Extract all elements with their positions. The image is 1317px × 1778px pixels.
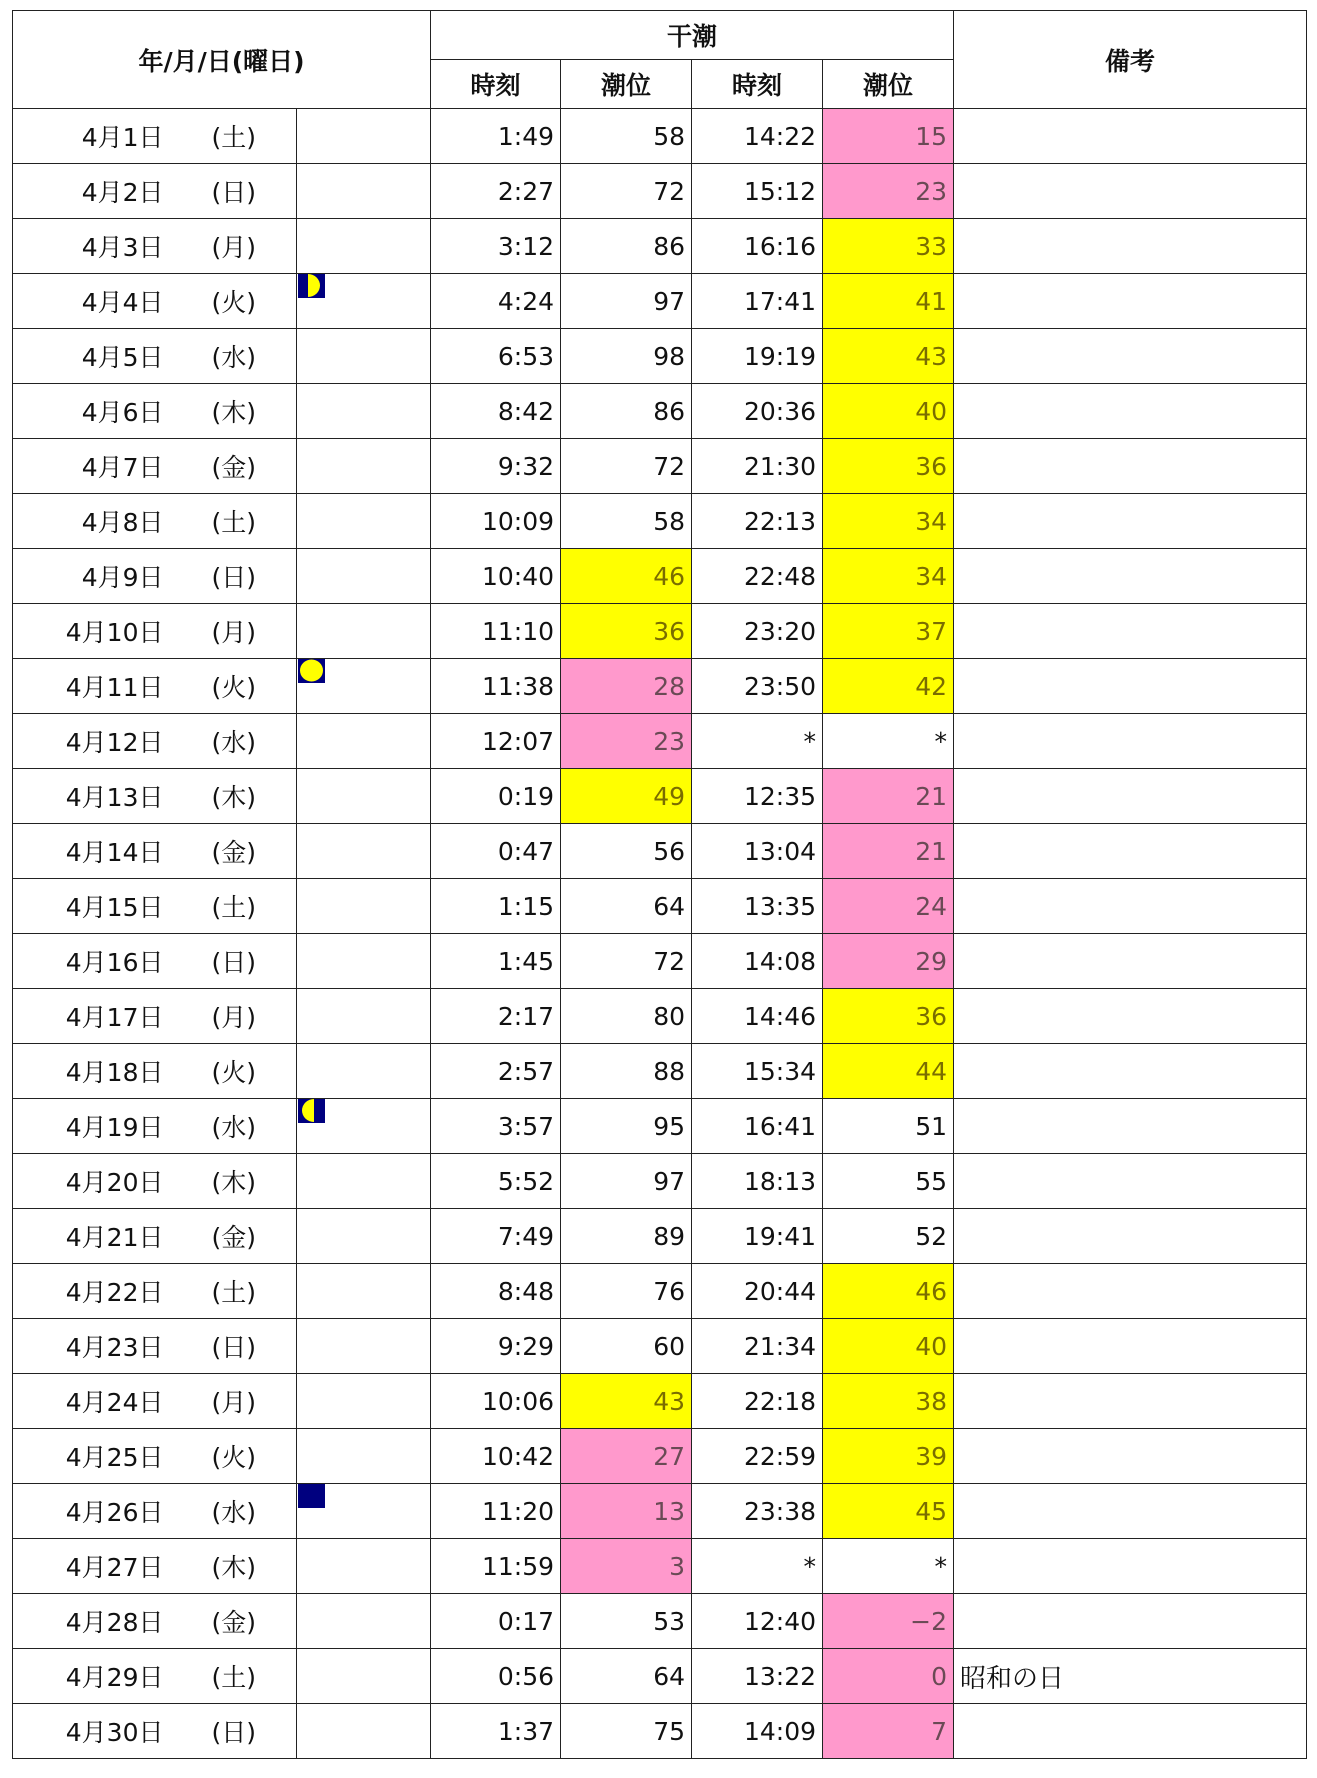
low-tide-time-1-cell: 2:17 — [431, 989, 561, 1044]
low-tide-group-header: 干潮 — [431, 11, 954, 60]
moon-phase-cell — [297, 219, 431, 274]
low-tide-level-1-cell: 76 — [561, 1264, 692, 1319]
notes-cell — [954, 934, 1307, 989]
table-row — [13, 1484, 1307, 1539]
table-row — [13, 1209, 1307, 1264]
date-cell: 4月4日 — [13, 274, 172, 329]
low-tide-time-1-cell: 4:24 — [431, 274, 561, 329]
table-row — [13, 1539, 1307, 1594]
low-tide-level-1-cell: 23 — [561, 714, 692, 769]
low-tide-level-2-cell: 0 — [823, 1649, 954, 1704]
weekday-cell: (土) — [172, 109, 297, 164]
low-tide-level-1-cell: 86 — [561, 384, 692, 439]
low-tide-level-1-cell: 88 — [561, 1044, 692, 1099]
low-tide-level-2-cell: 51 — [823, 1099, 954, 1154]
table-row — [13, 989, 1307, 1044]
weekday-cell: (日) — [172, 1704, 297, 1759]
table-row — [13, 604, 1307, 659]
date-cell: 4月2日 — [13, 164, 172, 219]
date-cell: 4月5日 — [13, 329, 172, 384]
moon-phase-cell — [297, 714, 431, 769]
first-quarter-moon-icon — [298, 274, 325, 299]
low-tide-level-1-cell: 86 — [561, 219, 692, 274]
notes-cell — [954, 1429, 1307, 1484]
weekday-cell: (水) — [172, 1099, 297, 1154]
weekday-cell: (土) — [172, 879, 297, 934]
low-tide-time-1-cell: 2:57 — [431, 1044, 561, 1099]
low-tide-time-1-cell: 10:40 — [431, 549, 561, 604]
low-tide-time-1-cell: 5:52 — [431, 1154, 561, 1209]
notes-cell — [954, 1044, 1307, 1099]
moon-phase-cell — [297, 1319, 431, 1374]
low-tide-level-1-cell: 64 — [561, 879, 692, 934]
table-body — [13, 109, 1307, 1759]
low-tide-time-1-cell: 12:07 — [431, 714, 561, 769]
weekday-cell: (水) — [172, 714, 297, 769]
low-tide-level-1-cell: 27 — [561, 1429, 692, 1484]
low-tide-level-1-cell: 60 — [561, 1319, 692, 1374]
low-tide-level-2-cell: −2 — [823, 1594, 954, 1649]
low-tide-time-2-cell: 23:20 — [692, 604, 823, 659]
notes-cell — [954, 1319, 1307, 1374]
low-tide-level-1-cell: 13 — [561, 1484, 692, 1539]
date-column-header: 年/月/日(曜日) — [13, 11, 431, 109]
date-cell: 4月9日 — [13, 549, 172, 604]
table-row — [13, 274, 1307, 329]
low-tide-time-1-cell: 1:45 — [431, 934, 561, 989]
low-tide-level-1-cell: 53 — [561, 1594, 692, 1649]
moon-phase-cell — [297, 1594, 431, 1649]
moon-phase-cell — [297, 1484, 431, 1539]
low-tide-level-2-cell: 41 — [823, 274, 954, 329]
table-row — [13, 549, 1307, 604]
notes-cell — [954, 1264, 1307, 1319]
low-tide-level-2-cell: 7 — [823, 1704, 954, 1759]
notes-cell — [954, 439, 1307, 494]
table-row — [13, 1704, 1307, 1759]
table-row — [13, 109, 1307, 164]
notes-cell — [954, 1099, 1307, 1154]
low-tide-level-2-cell: 33 — [823, 219, 954, 274]
low-tide-level-1-cell: 72 — [561, 439, 692, 494]
notes-cell — [954, 549, 1307, 604]
low-tide-time-2-cell: 20:36 — [692, 384, 823, 439]
low-tide-level-1-cell: 75 — [561, 1704, 692, 1759]
notes-cell — [954, 1594, 1307, 1649]
low-tide-time-1-cell: 1:49 — [431, 109, 561, 164]
low-tide-time-2-cell: 13:22 — [692, 1649, 823, 1704]
low-tide-level-1-cell: 72 — [561, 934, 692, 989]
low-tide-time-2-cell: 12:35 — [692, 769, 823, 824]
low-tide-time-1-cell: 10:06 — [431, 1374, 561, 1429]
notes-cell — [954, 879, 1307, 934]
low-tide-time-2-cell: 21:30 — [692, 439, 823, 494]
low-tide-time-2-cell: 23:38 — [692, 1484, 823, 1539]
weekday-cell: (木) — [172, 1154, 297, 1209]
weekday-cell: (木) — [172, 384, 297, 439]
date-cell: 4月14日 — [13, 824, 172, 879]
weekday-cell: (火) — [172, 1429, 297, 1484]
low-tide-level-2-cell: 39 — [823, 1429, 954, 1484]
moon-phase-cell — [297, 1099, 431, 1154]
notes-cell — [954, 659, 1307, 714]
date-cell: 4月3日 — [13, 219, 172, 274]
weekday-cell: (月) — [172, 219, 297, 274]
weekday-cell: (月) — [172, 604, 297, 659]
notes-cell — [954, 824, 1307, 879]
low-tide-level-2-cell: 44 — [823, 1044, 954, 1099]
low-tide-time-1-cell: 10:09 — [431, 494, 561, 549]
date-cell: 4月20日 — [13, 1154, 172, 1209]
date-cell: 4月23日 — [13, 1319, 172, 1374]
table-row — [13, 439, 1307, 494]
low-tide-time-2-cell: 14:09 — [692, 1704, 823, 1759]
moon-phase-cell — [297, 274, 431, 329]
low-tide-time-1-cell: 11:59 — [431, 1539, 561, 1594]
notes-cell — [954, 989, 1307, 1044]
low-tide-level-2-cell: * — [823, 714, 954, 769]
notes-cell — [954, 769, 1307, 824]
date-cell: 4月17日 — [13, 989, 172, 1044]
low-tide-level-2-cell: 21 — [823, 769, 954, 824]
weekday-cell: (金) — [172, 1209, 297, 1264]
notes-cell — [954, 384, 1307, 439]
table-row — [13, 164, 1307, 219]
low-tide-level-2-cell: 36 — [823, 989, 954, 1044]
low-tide-time-2-cell: 23:50 — [692, 659, 823, 714]
low-tide-time-2-cell: 16:16 — [692, 219, 823, 274]
low-tide-level-1-cell: 97 — [561, 274, 692, 329]
table-row — [13, 1319, 1307, 1374]
low-tide-time-2-cell: 21:34 — [692, 1319, 823, 1374]
time-2-column-header: 時刻 — [692, 60, 823, 109]
moon-phase-cell — [297, 879, 431, 934]
moon-phase-cell — [297, 989, 431, 1044]
notes-cell — [954, 1374, 1307, 1429]
weekday-cell: (水) — [172, 1484, 297, 1539]
low-tide-time-1-cell: 11:20 — [431, 1484, 561, 1539]
date-cell: 4月28日 — [13, 1594, 172, 1649]
low-tide-level-2-cell: 40 — [823, 1319, 954, 1374]
level-1-column-header: 潮位 — [561, 60, 692, 109]
table-row — [13, 494, 1307, 549]
low-tide-level-2-cell: 37 — [823, 604, 954, 659]
low-tide-level-2-cell: 23 — [823, 164, 954, 219]
low-tide-time-1-cell: 0:19 — [431, 769, 561, 824]
low-tide-level-2-cell: 55 — [823, 1154, 954, 1209]
low-tide-level-1-cell: 64 — [561, 1649, 692, 1704]
weekday-cell: (日) — [172, 549, 297, 604]
notes-column-header: 備考 — [954, 11, 1307, 109]
low-tide-time-1-cell: 10:42 — [431, 1429, 561, 1484]
date-cell: 4月29日 — [13, 1649, 172, 1704]
low-tide-time-1-cell: 2:27 — [431, 164, 561, 219]
weekday-cell: (月) — [172, 1374, 297, 1429]
low-tide-level-2-cell: 46 — [823, 1264, 954, 1319]
date-cell: 4月21日 — [13, 1209, 172, 1264]
low-tide-level-2-cell: 36 — [823, 439, 954, 494]
notes-cell — [954, 1484, 1307, 1539]
moon-phase-cell — [297, 439, 431, 494]
low-tide-level-1-cell: 28 — [561, 659, 692, 714]
date-cell: 4月18日 — [13, 1044, 172, 1099]
low-tide-time-2-cell: 15:34 — [692, 1044, 823, 1099]
weekday-cell: (土) — [172, 1649, 297, 1704]
moon-phase-cell — [297, 549, 431, 604]
low-tide-time-1-cell: 11:38 — [431, 659, 561, 714]
low-tide-level-1-cell: 98 — [561, 329, 692, 384]
low-tide-time-2-cell: 13:35 — [692, 879, 823, 934]
low-tide-time-2-cell: 22:48 — [692, 549, 823, 604]
weekday-cell: (火) — [172, 659, 297, 714]
date-cell: 4月11日 — [13, 659, 172, 714]
low-tide-time-2-cell: 19:19 — [692, 329, 823, 384]
weekday-cell: (金) — [172, 1594, 297, 1649]
low-tide-time-1-cell: 7:49 — [431, 1209, 561, 1264]
moon-phase-cell — [297, 1374, 431, 1429]
low-tide-time-1-cell: 6:53 — [431, 329, 561, 384]
notes-cell — [954, 219, 1307, 274]
low-tide-time-1-cell: 1:15 — [431, 879, 561, 934]
moon-phase-cell — [297, 604, 431, 659]
notes-cell: 昭和の日 — [954, 1649, 1307, 1704]
moon-phase-cell — [297, 1154, 431, 1209]
weekday-cell: (日) — [172, 164, 297, 219]
low-tide-time-2-cell: 14:46 — [692, 989, 823, 1044]
low-tide-time-2-cell: 16:41 — [692, 1099, 823, 1154]
date-cell: 4月25日 — [13, 1429, 172, 1484]
low-tide-level-2-cell: 52 — [823, 1209, 954, 1264]
notes-cell — [954, 714, 1307, 769]
low-tide-time-2-cell: 22:59 — [692, 1429, 823, 1484]
weekday-cell: (月) — [172, 989, 297, 1044]
low-tide-level-1-cell: 49 — [561, 769, 692, 824]
low-tide-level-1-cell: 36 — [561, 604, 692, 659]
low-tide-time-2-cell: 15:12 — [692, 164, 823, 219]
moon-phase-cell — [297, 934, 431, 989]
date-cell: 4月8日 — [13, 494, 172, 549]
weekday-cell: (土) — [172, 494, 297, 549]
new-moon-icon — [298, 1484, 325, 1509]
low-tide-time-1-cell: 9:29 — [431, 1319, 561, 1374]
low-tide-level-1-cell: 56 — [561, 824, 692, 879]
moon-phase-cell — [297, 1539, 431, 1594]
date-cell: 4月7日 — [13, 439, 172, 494]
weekday-cell: (木) — [172, 1539, 297, 1594]
low-tide-level-2-cell: 43 — [823, 329, 954, 384]
moon-phase-cell — [297, 1044, 431, 1099]
low-tide-level-2-cell: 40 — [823, 384, 954, 439]
low-tide-level-1-cell: 46 — [561, 549, 692, 604]
date-cell: 4月13日 — [13, 769, 172, 824]
date-cell: 4月27日 — [13, 1539, 172, 1594]
low-tide-level-1-cell: 58 — [561, 494, 692, 549]
table-row — [13, 1099, 1307, 1154]
notes-cell — [954, 109, 1307, 164]
date-cell: 4月10日 — [13, 604, 172, 659]
date-cell: 4月24日 — [13, 1374, 172, 1429]
weekday-cell: (日) — [172, 934, 297, 989]
moon-phase-cell — [297, 769, 431, 824]
weekday-cell: (火) — [172, 1044, 297, 1099]
table-row — [13, 384, 1307, 439]
table-row — [13, 1154, 1307, 1209]
low-tide-level-1-cell: 3 — [561, 1539, 692, 1594]
low-tide-time-1-cell: 8:42 — [431, 384, 561, 439]
weekday-cell: (日) — [172, 1319, 297, 1374]
low-tide-level-2-cell: 38 — [823, 1374, 954, 1429]
date-cell: 4月30日 — [13, 1704, 172, 1759]
low-tide-level-1-cell: 89 — [561, 1209, 692, 1264]
low-tide-time-1-cell: 3:57 — [431, 1099, 561, 1154]
low-tide-time-2-cell: * — [692, 714, 823, 769]
table-row — [13, 769, 1307, 824]
low-tide-time-1-cell: 3:12 — [431, 219, 561, 274]
low-tide-time-1-cell: 11:10 — [431, 604, 561, 659]
date-cell: 4月15日 — [13, 879, 172, 934]
tide-table — [12, 10, 1307, 1759]
low-tide-level-2-cell: 42 — [823, 659, 954, 714]
table-row — [13, 879, 1307, 934]
low-tide-level-2-cell: 29 — [823, 934, 954, 989]
low-tide-level-2-cell: 21 — [823, 824, 954, 879]
low-tide-level-1-cell: 97 — [561, 1154, 692, 1209]
moon-phase-cell — [297, 659, 431, 714]
low-tide-time-2-cell: 20:44 — [692, 1264, 823, 1319]
last-quarter-moon-icon — [298, 1099, 325, 1124]
low-tide-time-2-cell: * — [692, 1539, 823, 1594]
low-tide-level-1-cell: 72 — [561, 164, 692, 219]
low-tide-level-2-cell: 34 — [823, 494, 954, 549]
low-tide-time-1-cell: 1:37 — [431, 1704, 561, 1759]
notes-cell — [954, 604, 1307, 659]
low-tide-time-2-cell: 17:41 — [692, 274, 823, 329]
table-row — [13, 219, 1307, 274]
weekday-cell: (木) — [172, 769, 297, 824]
date-cell: 4月22日 — [13, 1264, 172, 1319]
notes-cell — [954, 1539, 1307, 1594]
low-tide-level-2-cell: * — [823, 1539, 954, 1594]
date-cell: 4月16日 — [13, 934, 172, 989]
moon-phase-cell — [297, 1649, 431, 1704]
moon-phase-cell — [297, 824, 431, 879]
moon-phase-cell — [297, 1209, 431, 1264]
table-row — [13, 1429, 1307, 1484]
weekday-cell: (水) — [172, 329, 297, 384]
low-tide-time-1-cell: 8:48 — [431, 1264, 561, 1319]
low-tide-level-2-cell: 15 — [823, 109, 954, 164]
table-row — [13, 1264, 1307, 1319]
weekday-cell: (火) — [172, 274, 297, 329]
table-row — [13, 659, 1307, 714]
low-tide-level-1-cell: 58 — [561, 109, 692, 164]
low-tide-level-1-cell: 95 — [561, 1099, 692, 1154]
table-row — [13, 1649, 1307, 1704]
notes-cell — [954, 329, 1307, 384]
low-tide-level-2-cell: 34 — [823, 549, 954, 604]
moon-phase-cell — [297, 384, 431, 439]
low-tide-time-2-cell: 14:22 — [692, 109, 823, 164]
time-1-column-header: 時刻 — [431, 60, 561, 109]
low-tide-level-2-cell: 24 — [823, 879, 954, 934]
low-tide-time-2-cell: 13:04 — [692, 824, 823, 879]
moon-phase-cell — [297, 1704, 431, 1759]
table-row — [13, 824, 1307, 879]
notes-cell — [954, 1154, 1307, 1209]
table-row — [13, 1374, 1307, 1429]
low-tide-level-2-cell: 45 — [823, 1484, 954, 1539]
weekday-cell: (金) — [172, 439, 297, 494]
level-2-column-header: 潮位 — [823, 60, 954, 109]
low-tide-time-2-cell: 19:41 — [692, 1209, 823, 1264]
moon-phase-cell — [297, 1264, 431, 1319]
notes-cell — [954, 1209, 1307, 1264]
table-row — [13, 1044, 1307, 1099]
low-tide-time-1-cell: 9:32 — [431, 439, 561, 494]
low-tide-level-1-cell: 80 — [561, 989, 692, 1044]
low-tide-time-2-cell: 18:13 — [692, 1154, 823, 1209]
weekday-cell: (土) — [172, 1264, 297, 1319]
date-cell: 4月1日 — [13, 109, 172, 164]
date-cell: 4月26日 — [13, 1484, 172, 1539]
tide-table-container — [12, 10, 1307, 1759]
table-row — [13, 329, 1307, 384]
low-tide-time-2-cell: 22:18 — [692, 1374, 823, 1429]
moon-phase-cell — [297, 1429, 431, 1484]
date-cell: 4月12日 — [13, 714, 172, 769]
notes-cell — [954, 494, 1307, 549]
notes-cell — [954, 1704, 1307, 1759]
low-tide-time-1-cell: 0:56 — [431, 1649, 561, 1704]
table-row — [13, 1594, 1307, 1649]
full-moon-icon — [298, 659, 325, 684]
notes-cell — [954, 164, 1307, 219]
date-cell: 4月19日 — [13, 1099, 172, 1154]
date-cell: 4月6日 — [13, 384, 172, 439]
moon-phase-cell — [297, 494, 431, 549]
low-tide-time-1-cell: 0:17 — [431, 1594, 561, 1649]
low-tide-time-2-cell: 22:13 — [692, 494, 823, 549]
low-tide-level-1-cell: 43 — [561, 1374, 692, 1429]
moon-phase-cell — [297, 329, 431, 384]
notes-cell — [954, 274, 1307, 329]
table-row — [13, 934, 1307, 989]
weekday-cell: (金) — [172, 824, 297, 879]
low-tide-time-2-cell: 14:08 — [692, 934, 823, 989]
moon-phase-cell — [297, 109, 431, 164]
low-tide-time-1-cell: 0:47 — [431, 824, 561, 879]
moon-phase-cell — [297, 164, 431, 219]
table-header — [13, 11, 1307, 109]
table-row — [13, 714, 1307, 769]
low-tide-time-2-cell: 12:40 — [692, 1594, 823, 1649]
